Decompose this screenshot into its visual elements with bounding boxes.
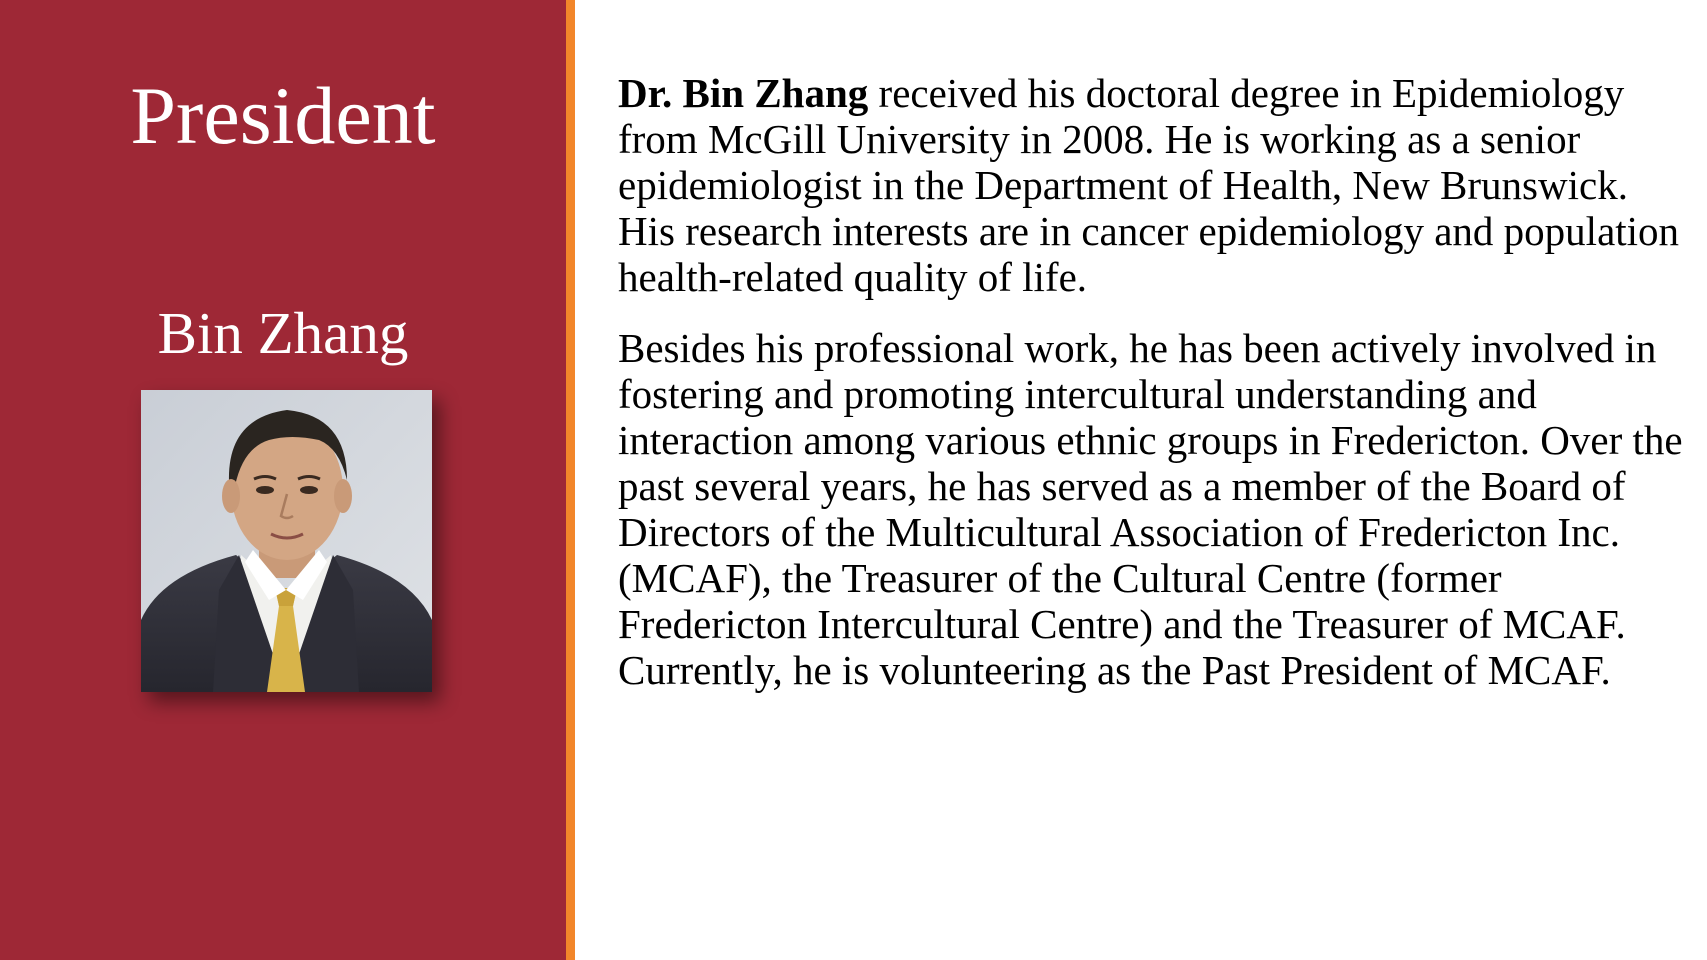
bio-paragraph-2: Besides his professional work, he has been actively involved in fostering and promoting intercultural understanding and interaction among various ethnic groups in Fredericton. Over the past several years, he has served as a member of the Board of Directors of the Multicultural Association of Fredericton Inc. (MCAF), the Treasurer of the Cultural Centre (former Fredericton Intercultural Centre) and the Treasurer of MCAF. Currently, he is volunteering as the Past President of MCAF. — [618, 325, 1683, 693]
accent-divider — [566, 0, 575, 960]
person-name: Bin Zhang — [157, 300, 409, 366]
role-title: President — [130, 70, 436, 161]
bio-name: Dr. Bin Zhang — [618, 70, 869, 116]
portrait-photo — [141, 390, 432, 692]
bio-paragraph-1-text: received his doctoral degree in Epidemiology from McGill University in 2008. He is working as a senior epidemiologist in the Department of Health, New Brunswick. His research interests are in cancer epidemiology and population health-related quality of life. — [618, 70, 1680, 300]
biography — [618, 70, 1693, 693]
left-panel — [0, 0, 566, 960]
bio-paragraph-1 — [618, 70, 1693, 300]
